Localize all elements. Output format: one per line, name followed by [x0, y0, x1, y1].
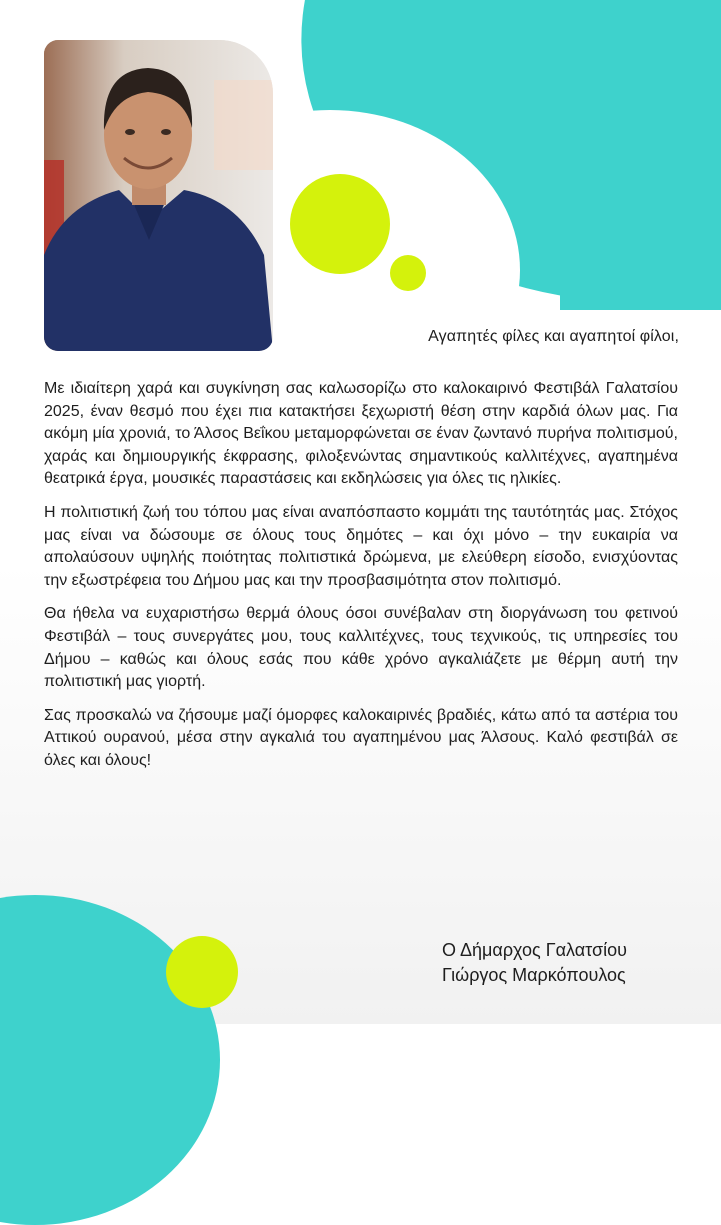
paragraph-4: Σας προσκαλώ να ζήσουμε μαζί όμορφες καλοκαιρινές βραδιές, κάτω από τα αστέρια του Αττικού ουρανού, μέσα στην αγκαλιά του αγαπημένου μας Άλσους. Καλό φεστιβάλ σε όλες και όλους!: [44, 706, 678, 769]
greeting-line: Αγαπητές φίλες και αγαπητοί φίλοι,: [428, 328, 679, 345]
signature-block: [442, 938, 627, 988]
signature-title: Ο Δήμαρχος Γαλατσίου: [442, 940, 627, 960]
lime-circle-bottom: [166, 936, 238, 1008]
letter-body: [44, 378, 678, 784]
signature-name: Γιώργος Μαρκόπουλος: [442, 965, 626, 985]
portrait-illustration: [44, 40, 273, 351]
paragraph-1: Με ιδιαίτερη χαρά και συγκίνηση σας καλωσορίζω στο καλοκαιρινό Φεστιβάλ Γαλατσίου 2025, έναν θεσμό που έχει πια κατακτήσει ξεχωριστή θέση στην καρδιά όλων μας. Για ακόμη μία χρονιά, το Άλσος Βεΐκου μεταμορφώνεται σε έναν ζωντανό πυρήνα πολιτισμού, χαράς και δημιουργικής έκφρασης, φιλοξενώντας σημαντικούς καλλιτέχνες, αγαπημένα θεατρικά έργα, μουσικές παραστάσεις και εκδηλώσεις για όλες τις ηλικίες.: [44, 380, 678, 488]
lime-circle-large: [290, 174, 390, 274]
paragraph-3: Θα ήθελα να ευχαριστήσω θερμά όλους όσοι συνέβαλαν στη διοργάνωση του φετινού Φεστιβάλ – τους συνεργάτες μου, τους καλλιτέχνες, τους τεχνικούς, τις υπηρεσίες του Δήμου – καθώς και όλους εσάς που κάθε χρόνο αγκαλιάζετε με θέρμη αυτή την πολιτιστική μας γιορτή.: [44, 605, 678, 691]
lime-circle-small: [390, 255, 426, 291]
mayor-photo: [44, 40, 273, 351]
teal-blob-top-edge: [560, 0, 721, 310]
paragraph-2: Η πολιτιστική ζωή του τόπου μας είναι αναπόσπαστο κομμάτι της ταυτότητάς μας. Στόχος μας είναι να δώσουμε σε όλους τους δημότες – και όχι μόνο – την ευκαιρία να απολαύσουν υψηλής ποιότητας πολιτιστικά δρώμενα, με ελεύθερη είσοδο, ενισχύοντας την εξωστρέφεια του Δήμου μας και την προσβασιμότητα στον πολιτισμό.: [44, 503, 678, 589]
